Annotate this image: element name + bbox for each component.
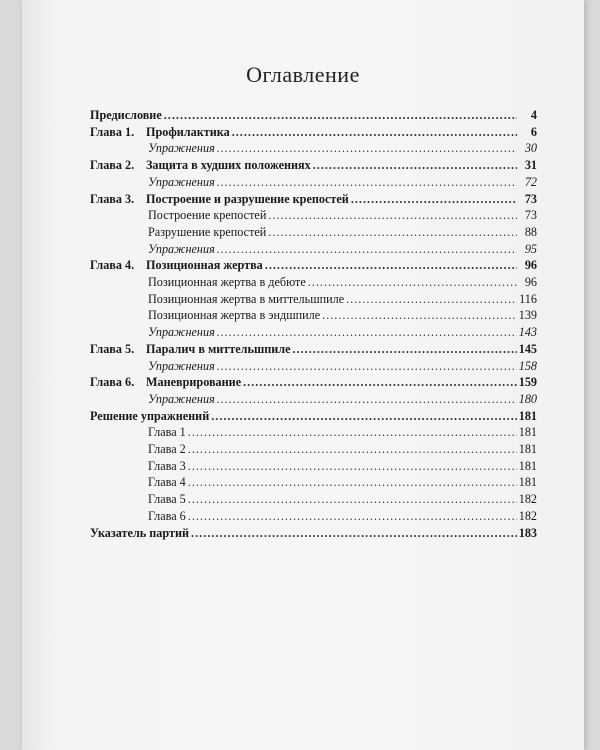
toc-page-number: 181 (518, 442, 537, 457)
chapter-number: Глава 1. (90, 124, 135, 139)
dot-leader (217, 140, 517, 157)
toc-entry-label: Глава 3 (148, 458, 186, 473)
dot-leader (217, 324, 517, 341)
toc-subsection (90, 274, 537, 291)
toc-entry-label: Упражнения (148, 391, 215, 406)
toc-page-number: 4 (530, 108, 537, 122)
toc-entry-label: Глава 6 (148, 508, 186, 523)
toc-entry-label: Глава 5 (148, 492, 186, 507)
toc-page-number: 96 (524, 275, 537, 290)
toc-page-number: 145 (518, 341, 537, 356)
toc-entry-label: Предисловие (90, 108, 162, 122)
toc-page-number: 181 (518, 425, 537, 440)
toc-entry-label: Упражнения (148, 141, 215, 156)
dot-leader (188, 458, 517, 475)
toc-chapter-6 (90, 374, 537, 391)
toc-page-number: 96 (524, 258, 537, 273)
dot-leader (217, 174, 517, 191)
toc-chapter-4 (90, 257, 537, 274)
toc-chapter-5 (90, 341, 537, 358)
toc-page-number: 73 (524, 191, 537, 206)
toc-solution-item (90, 424, 537, 441)
toc-entry-label: Упражнения (148, 174, 215, 189)
toc-chapter-3 (90, 191, 537, 208)
toc-entry-label: Позиционная жертва в дебюте (148, 275, 306, 290)
toc-page-number: 73 (524, 208, 537, 223)
toc-solution-item (90, 508, 537, 525)
table-of-contents (90, 107, 537, 541)
dot-leader (265, 257, 517, 274)
chapter-title: Маневрирование (146, 375, 242, 390)
toc-page-number: 6 (530, 124, 537, 139)
chapter-title: Защита в худших положениях (146, 158, 311, 173)
toc-page-number: 183 (518, 525, 537, 540)
toc-page-number: 31 (524, 158, 537, 173)
chapter-number: Глава 3. (90, 191, 135, 206)
dot-leader (308, 274, 517, 291)
chapter-number: Глава 4. (90, 258, 135, 273)
toc-entry-label: Разрушение крепостей (148, 224, 267, 239)
dot-leader (217, 358, 517, 375)
toc-page-number: 181 (518, 408, 537, 423)
dot-leader (188, 441, 517, 458)
chapter-number: Глава 2. (90, 158, 135, 173)
toc-subsection (90, 291, 537, 308)
toc-page-number: 30 (524, 141, 537, 156)
toc-entry-label: Упражнения (148, 325, 215, 340)
chapter-title: Построение и разрушение крепостей (146, 191, 349, 206)
dot-leader (188, 508, 517, 525)
toc-solution-item (90, 458, 537, 475)
toc-page-number: 181 (518, 458, 537, 473)
toc-page-number: 116 (519, 291, 537, 306)
dot-leader (211, 408, 517, 425)
toc-entry-preface (90, 107, 537, 124)
toc-entry-solutions (90, 408, 537, 425)
toc-chapter-2 (90, 157, 537, 174)
toc-page-number: 95 (524, 241, 537, 256)
toc-page-number: 159 (518, 375, 537, 390)
toc-entry-label: Глава 2 (148, 442, 186, 457)
dot-leader (268, 207, 517, 224)
dot-leader (351, 191, 517, 208)
dot-leader (268, 224, 517, 241)
toc-exercises (90, 140, 537, 157)
chapter-title: Паралич в миттельшпиле (146, 341, 291, 356)
toc-page-number: 180 (518, 391, 537, 406)
page-title: Оглавление (246, 62, 360, 87)
dot-leader (217, 241, 517, 258)
toc-subsection (90, 307, 537, 324)
toc-entry-index (90, 525, 537, 542)
toc-solution-item (90, 441, 537, 458)
toc-page-number: 182 (518, 508, 537, 523)
chapter-number: Глава 5. (90, 341, 135, 356)
toc-entry-label: Позиционная жертва в эндшпиле (148, 308, 321, 323)
toc-page-number: 181 (518, 475, 537, 490)
dot-leader (217, 391, 517, 408)
toc-page-number: 72 (524, 174, 537, 189)
toc-entry-label: Указатель партий (90, 525, 190, 540)
dot-leader (322, 307, 517, 324)
chapter-title: Профилактика (146, 124, 230, 139)
toc-solution-item (90, 474, 537, 491)
chapter-title: Позиционная жертва (146, 258, 263, 273)
dot-leader (188, 474, 517, 491)
book-page (22, 0, 584, 750)
toc-entry-label: Позиционная жертва в миттельшпиле (148, 291, 345, 306)
toc-entry-label: Упражнения (148, 358, 215, 373)
toc-page-number: 143 (518, 325, 537, 340)
toc-exercises (90, 324, 537, 341)
toc-chapter-1 (90, 124, 537, 141)
dot-leader (313, 157, 517, 174)
toc-exercises (90, 391, 537, 408)
toc-entry-label: Решение упражнений (90, 408, 210, 423)
dot-leader (232, 124, 517, 141)
toc-subsection (90, 224, 537, 241)
toc-page-number: 88 (524, 224, 537, 239)
dot-leader (188, 491, 517, 508)
toc-entry-label: Глава 1 (148, 425, 186, 440)
toc-exercises (90, 358, 537, 375)
toc-page-number: 139 (518, 308, 537, 323)
toc-subsection (90, 207, 537, 224)
dot-leader (164, 107, 517, 124)
dot-leader (243, 374, 517, 391)
chapter-number: Глава 6. (90, 375, 135, 390)
toc-exercises (90, 241, 537, 258)
toc-solution-item (90, 491, 537, 508)
dot-leader (346, 291, 517, 308)
toc-entry-label: Упражнения (148, 241, 215, 256)
toc-entry-label: Построение крепостей (148, 208, 267, 223)
dot-leader (191, 525, 517, 542)
dot-leader (293, 341, 517, 358)
dot-leader (188, 424, 517, 441)
toc-exercises (90, 174, 537, 191)
toc-page-number: 182 (518, 492, 537, 507)
toc-page-number: 158 (518, 358, 537, 373)
toc-entry-label: Глава 4 (148, 475, 186, 490)
